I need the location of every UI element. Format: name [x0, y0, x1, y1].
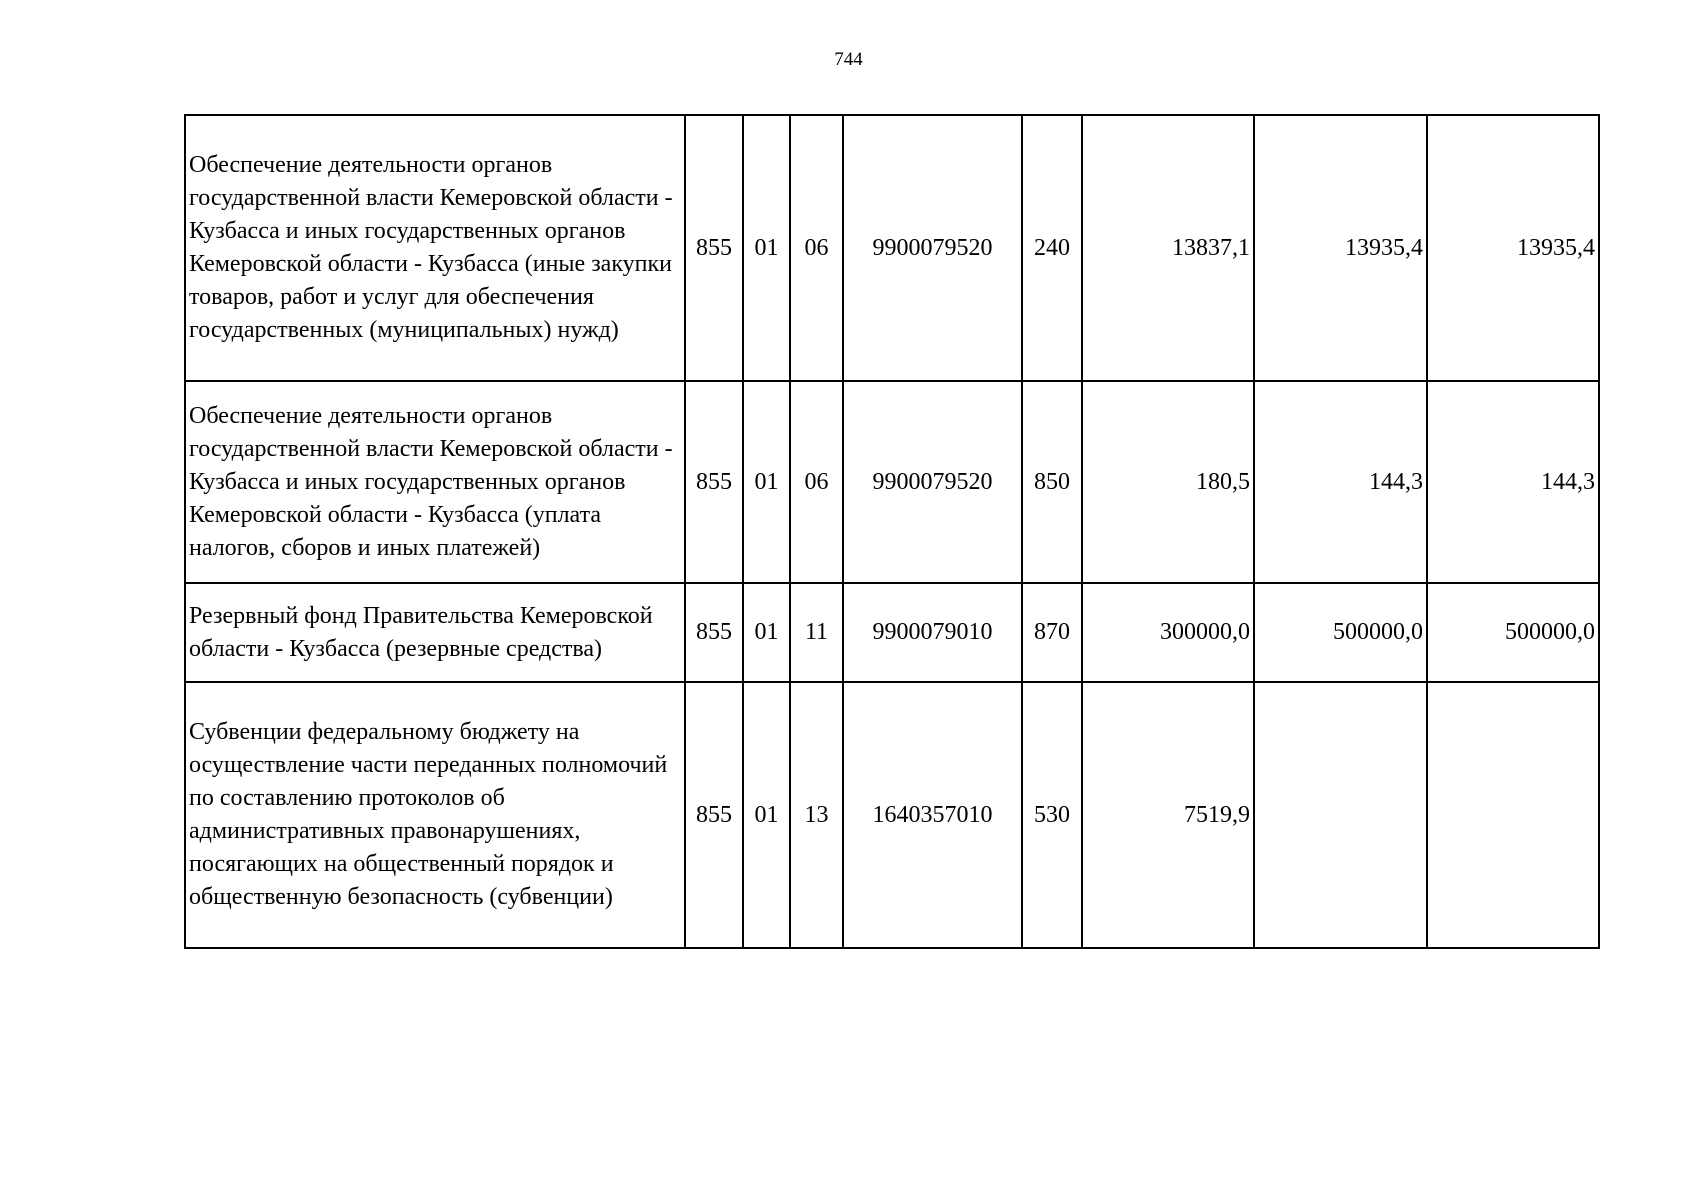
amount-3: 13935,4 — [1427, 115, 1599, 381]
ministry-code: 855 — [685, 115, 743, 381]
row-description: Обеспечение деятельности органов государственной власти Кемеровской области - Кузбасса и иных государственных органов Кемеровской области - Кузбасса (уплата налогов, сборов и иных платежей) — [185, 381, 685, 583]
amount-2: 13935,4 — [1254, 115, 1427, 381]
amount-3: 500000,0 — [1427, 583, 1599, 682]
amount-2 — [1254, 682, 1427, 948]
amount-3 — [1427, 682, 1599, 948]
section-code: 01 — [743, 115, 790, 381]
subsection-code: 06 — [790, 381, 843, 583]
amount-1: 180,5 — [1082, 381, 1254, 583]
subsection-code: 13 — [790, 682, 843, 948]
section-code: 01 — [743, 583, 790, 682]
ministry-code: 855 — [685, 583, 743, 682]
target-article-code: 9900079520 — [843, 115, 1022, 381]
expense-type-code: 240 — [1022, 115, 1082, 381]
row-description: Обеспечение деятельности органов государственной власти Кемеровской области - Кузбасса и иных государственных органов Кемеровской области - Кузбасса (иные закупки товаров, работ и услуг для обеспечения государственных (муниципальных) нужд) — [185, 115, 685, 381]
amount-2: 500000,0 — [1254, 583, 1427, 682]
target-article-code: 1640357010 — [843, 682, 1022, 948]
row-description: Субвенции федеральному бюджету на осуществление части переданных полномочий по составлению протоколов об административных правонарушениях, посягающих на общественный порядок и общественную безопасность (субвенции) — [185, 682, 685, 948]
amount-1: 300000,0 — [1082, 583, 1254, 682]
expense-type-code: 870 — [1022, 583, 1082, 682]
amount-1: 7519,9 — [1082, 682, 1254, 948]
page-number: 744 — [834, 49, 863, 70]
table-row — [185, 583, 1599, 682]
budget-table — [184, 114, 1600, 949]
table-row — [185, 682, 1599, 948]
ministry-code: 855 — [685, 682, 743, 948]
section-code: 01 — [743, 381, 790, 583]
amount-3: 144,3 — [1427, 381, 1599, 583]
subsection-code: 11 — [790, 583, 843, 682]
row-description: Резервный фонд Правительства Кемеровской области - Кузбасса (резервные средства) — [185, 583, 685, 682]
ministry-code: 855 — [685, 381, 743, 583]
expense-type-code: 530 — [1022, 682, 1082, 948]
target-article-code: 9900079520 — [843, 381, 1022, 583]
target-article-code: 9900079010 — [843, 583, 1022, 682]
subsection-code: 06 — [790, 115, 843, 381]
expense-type-code: 850 — [1022, 381, 1082, 583]
amount-1: 13837,1 — [1082, 115, 1254, 381]
table-row — [185, 115, 1599, 381]
section-code: 01 — [743, 682, 790, 948]
amount-2: 144,3 — [1254, 381, 1427, 583]
table-row — [185, 381, 1599, 583]
